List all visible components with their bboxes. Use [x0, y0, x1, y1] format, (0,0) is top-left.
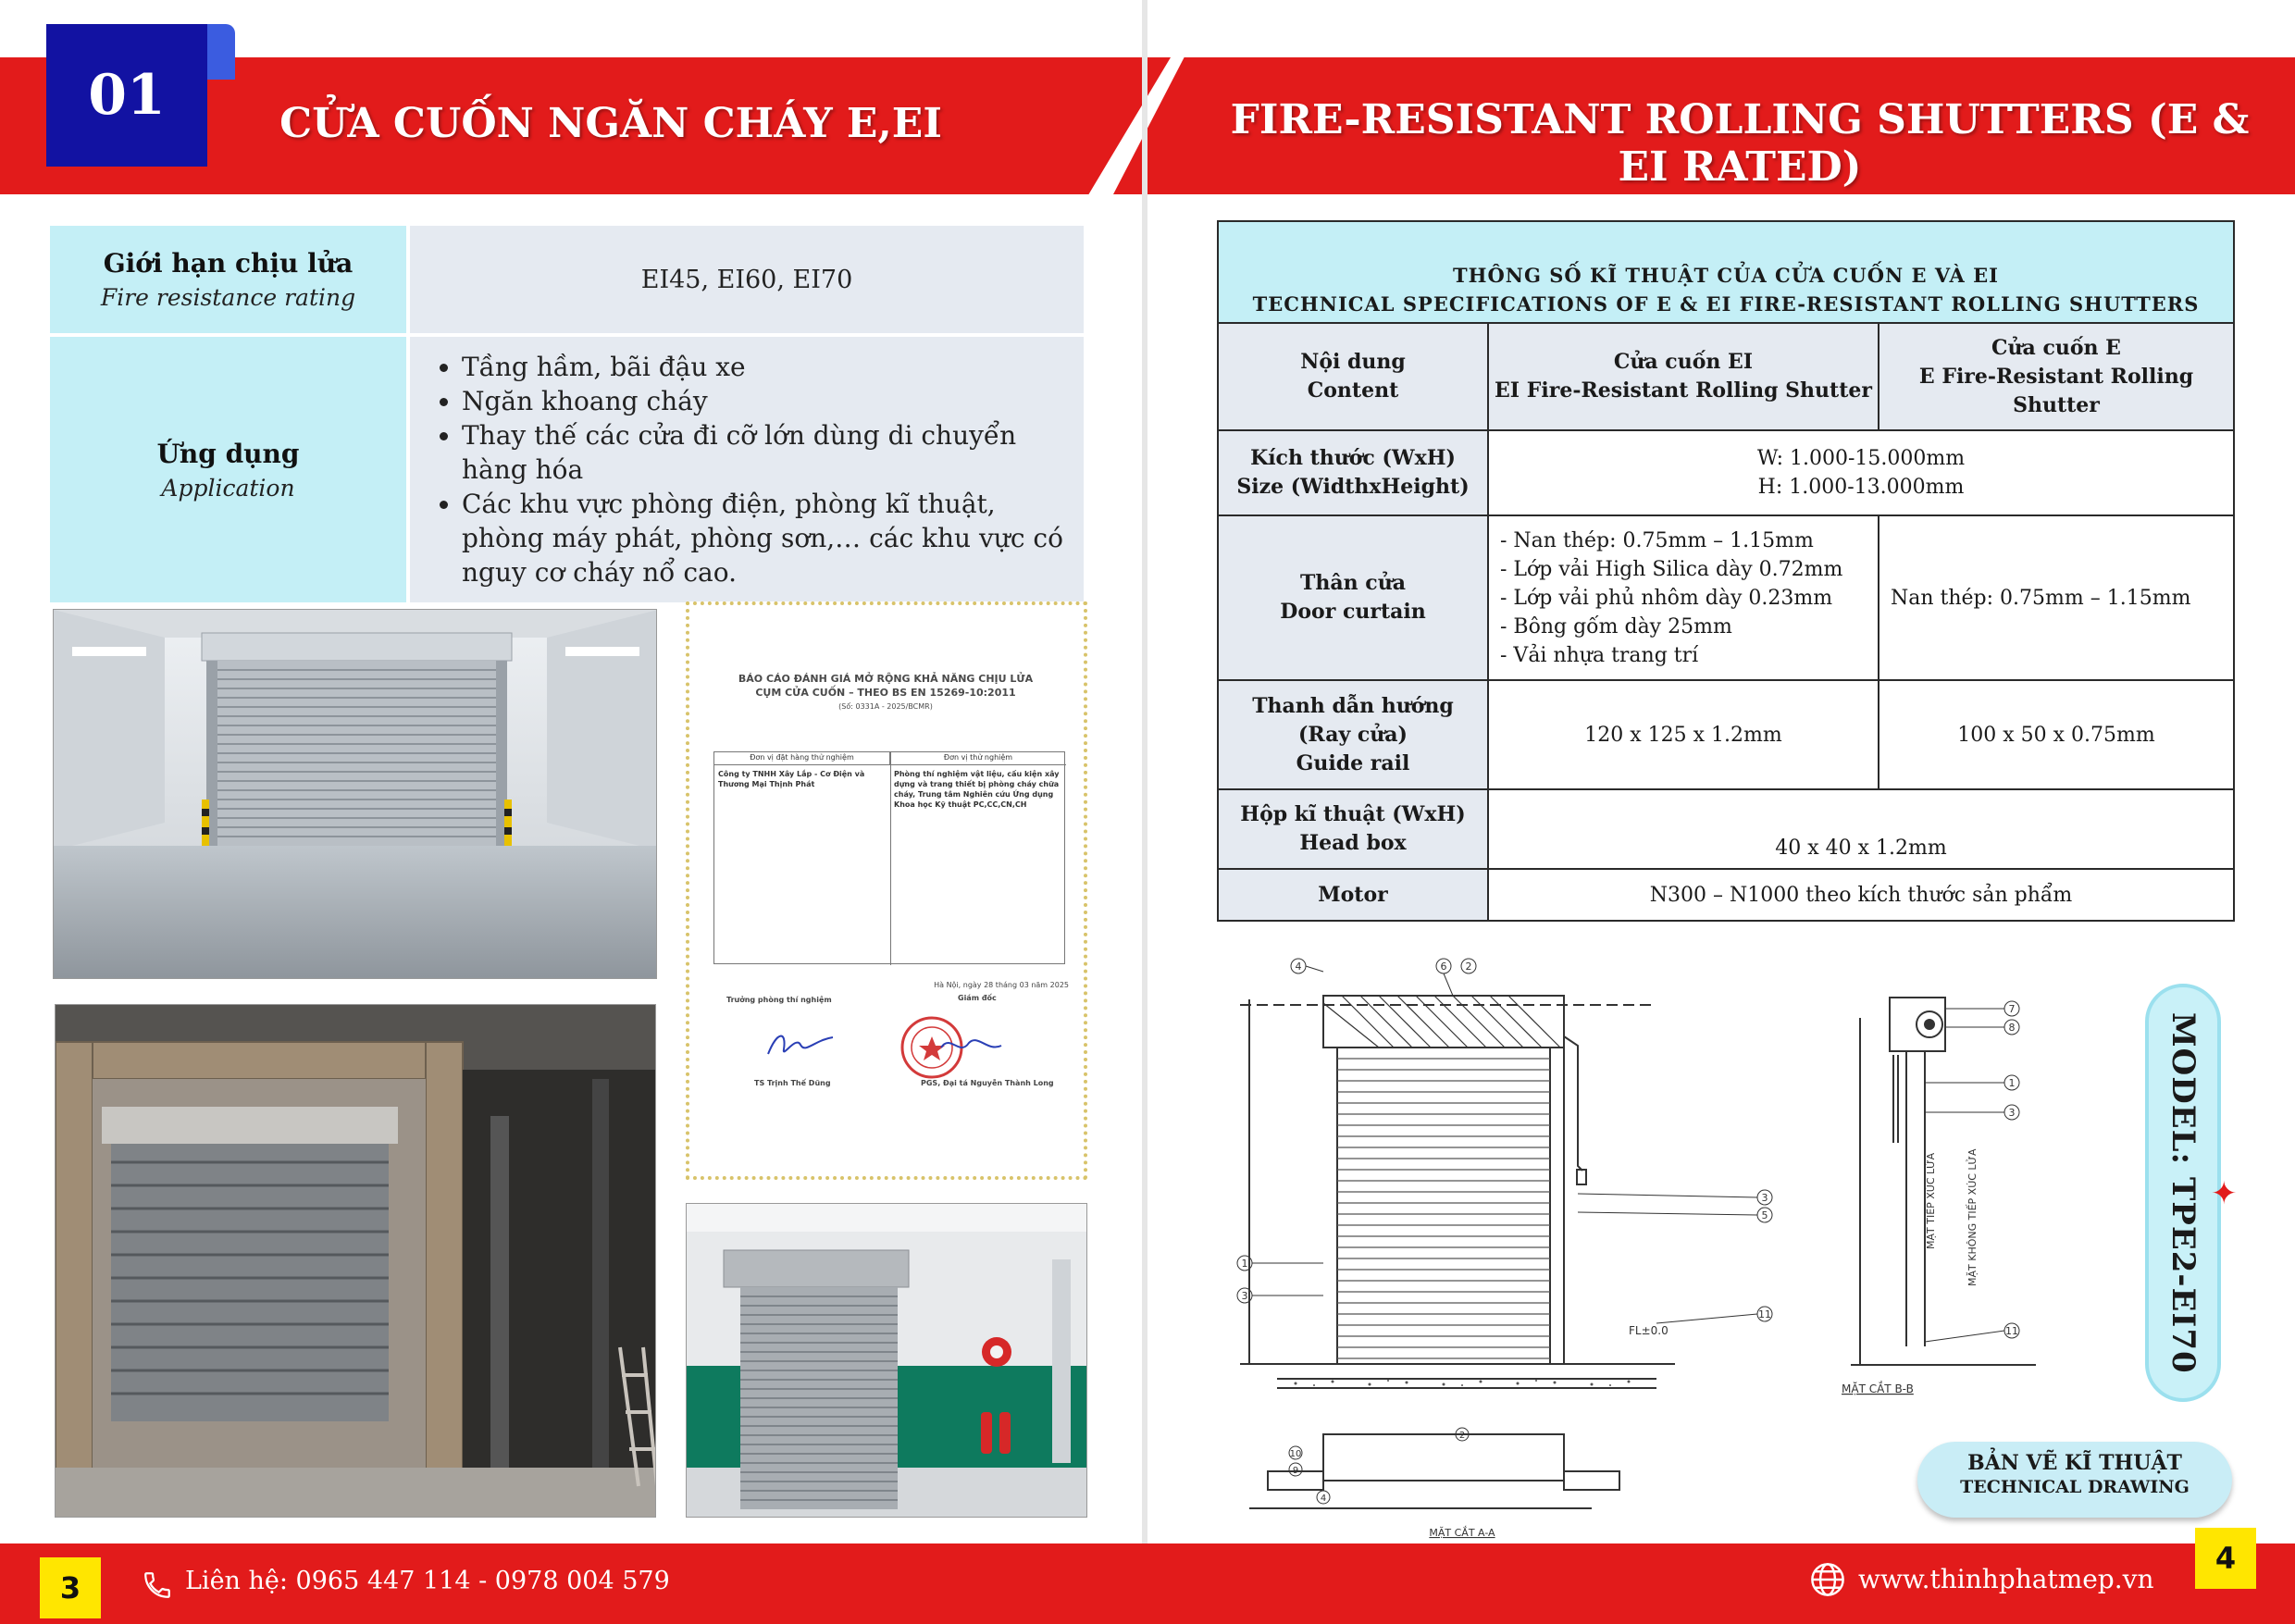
callout-label: 2	[1458, 1431, 1466, 1441]
rating-value: EI45, EI60, EI70	[410, 226, 1084, 333]
list-item: • Ngăn khoang cháy	[462, 384, 1074, 418]
furnace-test-photo	[55, 1004, 656, 1518]
certificate-number: (Số: 0331A - 2025/BCMR)	[838, 702, 933, 711]
row-label-rail	[1218, 680, 1488, 789]
size-value	[1488, 430, 2234, 515]
callout-label: 6	[1440, 961, 1447, 973]
rail-ei-value: 120 x 125 x 1.2mm	[1488, 680, 1879, 789]
row-label-size-en: Size (WidthxHeight)	[1236, 475, 1470, 499]
col-header-content	[1218, 323, 1488, 430]
model-label: MODEL: TPE2-EI70	[2165, 1011, 2202, 1374]
callout-label: 10	[1289, 1449, 1302, 1459]
col-header-ei-en: EI Fire-Resistant Rolling Shutter	[1495, 378, 1872, 403]
row-label-size-vi: Kích thước (WxH)	[1250, 446, 1456, 470]
callout-label: 4	[1320, 1494, 1327, 1504]
col-header-e-vi: Cửa cuốn E	[1991, 335, 2121, 360]
row-label-rail-vi: Thanh dẫn hướng	[1252, 693, 1454, 718]
callout-label: 7	[2008, 1003, 2016, 1015]
row-label-curtain-vi: Thân cửa	[1300, 571, 1406, 595]
info-table	[46, 222, 1087, 606]
certificate-table	[713, 751, 1065, 964]
row-label-headbox-vi: Hộp kĩ thuật (WxH)	[1240, 802, 1466, 826]
row-label-headbox-en: Head box	[1299, 831, 1407, 855]
list-item: - Bông gốm dày 25mm	[1500, 614, 1732, 638]
certificate-col2-text: Phòng thí nghiệm vật liệu, cấu kiện xây dựng và trang thiết bị phòng cháy chữa cháy, Trung tâm Nghiên cứu Ứng dụng Khoa học Kỹ thuật PC,CC,CN,CH	[894, 770, 1060, 809]
side-label-nonfire: MẶT KHÔNG TIẾP XÚC LỬA	[1966, 1148, 1979, 1286]
row-label-curtain	[1218, 515, 1488, 680]
callout-label: 11	[2005, 1325, 2018, 1337]
warehouse-shutter-image	[54, 610, 657, 979]
spec-table-title	[1218, 221, 2234, 323]
list-item: - Lớp vải phủ nhôm dày 0.23mm	[1500, 586, 1833, 610]
row-label-size	[1218, 430, 1488, 515]
rating-label-cell	[50, 226, 406, 333]
floor-level-label: FL±0.0	[1629, 1324, 1669, 1337]
side-label-fire: MẶT TIẾP XÚC LỬA	[1925, 1152, 1937, 1249]
row-label-rail-en: Guide rail	[1296, 750, 1410, 775]
callout-label: 2	[1465, 961, 1472, 973]
spec-title-en: TECHNICAL SPECIFICATIONS OF E & EI FIRE-RESISTANT ROLLING SHUTTERS	[1252, 292, 2200, 316]
curtain-e-value: Nan thép: 0.75mm – 1.15mm	[1879, 515, 2234, 680]
callout-label: 9	[1292, 1466, 1299, 1476]
page-number-left: 3	[40, 1557, 101, 1618]
furnace-test-image	[56, 1005, 656, 1518]
row-label-headbox	[1218, 789, 1488, 869]
callout-label: 3	[2008, 1107, 2016, 1119]
application-list-cell	[410, 337, 1084, 602]
col-header-ei-vi: Cửa cuốn EI	[1613, 350, 1754, 374]
list-item: • Các khu vực phòng điện, phòng kĩ thuật, phòng máy phát, phòng sơn,… các khu vực có nguy cơ cháy nổ cao.	[462, 487, 1074, 589]
page-title-en: FIRE-RESISTANT ROLLING SHUTTERS (E & EI RATED)	[1230, 96, 2250, 191]
technical-drawing-label-vi: BẢN VẼ KĨ THUẬT	[1967, 1451, 2182, 1475]
callout-label: 4	[1295, 961, 1302, 973]
spec-title-vi: THÔNG SỐ KĨ THUẬT CỦA CỬA CUỐN E VÀ EI	[1453, 264, 1999, 287]
fire-test-certificate	[686, 601, 1087, 1180]
application-label-cell	[50, 337, 406, 602]
callout-label: 8	[2008, 1022, 2016, 1034]
list-item: - Lớp vải High Silica dày 0.72mm	[1500, 557, 1843, 581]
certificate-title-line1: BÁO CÁO ĐÁNH GIÁ MỞ RỘNG KHẢ NĂNG CHỊU LỬA	[738, 673, 1034, 685]
certificate-sig1-role: Trưởng phòng thí nghiệm	[726, 996, 832, 1004]
certificate-title-line2: CỤM CỬA CUỐN – THEO BS EN 15269-10:2011	[755, 687, 1016, 699]
phone-icon	[142, 1569, 173, 1601]
certificate-sig2-role: Giám đốc	[958, 994, 997, 1002]
certificate-title	[699, 672, 1073, 713]
application-list	[453, 337, 1084, 602]
row-label-motor: Motor	[1218, 869, 1488, 921]
callout-label: 3	[1761, 1192, 1768, 1204]
headbox-value: 40 x 40 x 1.2mm	[1488, 789, 2234, 869]
callout-label: 11	[1758, 1308, 1771, 1320]
rating-label-vi: Giới hạn chịu lửa	[103, 248, 354, 279]
page-number-right: 4	[2195, 1528, 2256, 1589]
page-title-vi: CỬA CUỐN NGĂN CHÁY E,EI	[279, 100, 942, 147]
section-number-badge: 01	[46, 24, 207, 167]
technical-drawing-button[interactable]	[1917, 1442, 2232, 1518]
technical-drawing-label-en: TECHNICAL DRAWING	[1960, 1477, 2190, 1497]
callout-label: 1	[2008, 1077, 2016, 1089]
callout-label: 5	[1761, 1209, 1768, 1221]
indoor-shutter-photo	[686, 1203, 1087, 1518]
certificate-sig1-name: TS Trịnh Thế Dũng	[754, 1079, 831, 1087]
contact-phone[interactable]: Liên hệ: 0965 447 114 - 0978 004 579	[185, 1567, 670, 1595]
row-label-rail-vi2: (Ray cửa)	[1298, 722, 1408, 747]
official-seal-icon	[895, 1010, 1006, 1085]
page-spine	[1142, 0, 1148, 1543]
indoor-shutter-image	[687, 1204, 1087, 1518]
application-label-en: Application	[161, 474, 295, 502]
list-item: - Vải nhựa trang trí	[1500, 643, 1699, 667]
certificate-col1-text: Công ty TNHH Xây Lắp - Cơ Điện và Thương Mại Thịnh Phát	[718, 770, 865, 788]
certificate-col1-head: Đơn vị đặt hàng thử nghiệm	[714, 752, 890, 765]
list-item: • Tầng hầm, bãi đậu xe	[462, 350, 1074, 384]
certificate-col2-head: Đơn vị thử nghiệm	[890, 752, 1066, 765]
certificate-divider	[890, 752, 891, 965]
warehouse-shutter-photo	[53, 609, 657, 979]
section-aa-label: MẶT CẮT A-A	[1429, 1527, 1495, 1539]
motor-value: N300 – N1000 theo kích thước sản phẩm	[1488, 869, 2234, 921]
website-link[interactable]: www.thinhphatmep.vn	[1858, 1564, 2154, 1594]
callout-label: 1	[1241, 1258, 1248, 1270]
col-header-e-en: E Fire-Resistant Rolling Shutter	[1918, 364, 2194, 417]
model-label-wrap	[2145, 984, 2221, 1402]
application-label-vi: Ứng dụng	[156, 438, 300, 469]
rail-e-value: 100 x 50 x 0.75mm	[1879, 680, 2234, 789]
col-header-e	[1879, 323, 2234, 430]
callout-label: 3	[1241, 1290, 1248, 1302]
certificate-date: Hà Nội, ngày 28 tháng 03 năm 2025	[934, 981, 1069, 989]
spec-table	[1217, 220, 2235, 922]
col-header-content-vi: Nội dung	[1300, 350, 1406, 374]
list-item: - Nan thép: 0.75mm – 1.15mm	[1500, 528, 1814, 552]
sparkle-icon: ✦	[2211, 1175, 2238, 1212]
section-bb-label: MẶT CẮT B-B	[1842, 1382, 1914, 1395]
signature-1-icon	[763, 1026, 837, 1063]
list-item: • Thay thế các cửa đi cỡ lớn dùng di chuyển hàng hóa	[462, 418, 1074, 487]
col-header-content-en: Content	[1307, 378, 1399, 403]
globe-icon	[1808, 1560, 1847, 1599]
size-height: H: 1.000-13.000mm	[1757, 476, 1965, 499]
curtain-ei-value	[1488, 515, 1879, 680]
row-label-curtain-en: Door curtain	[1280, 600, 1426, 624]
col-header-ei	[1488, 323, 1879, 430]
rating-label-en: Fire resistance rating	[100, 284, 356, 311]
certificate-sig2-name: PGS, Đại tá Nguyễn Thành Long	[921, 1079, 1054, 1087]
size-width: W: 1.000-15.000mm	[1756, 447, 1966, 470]
